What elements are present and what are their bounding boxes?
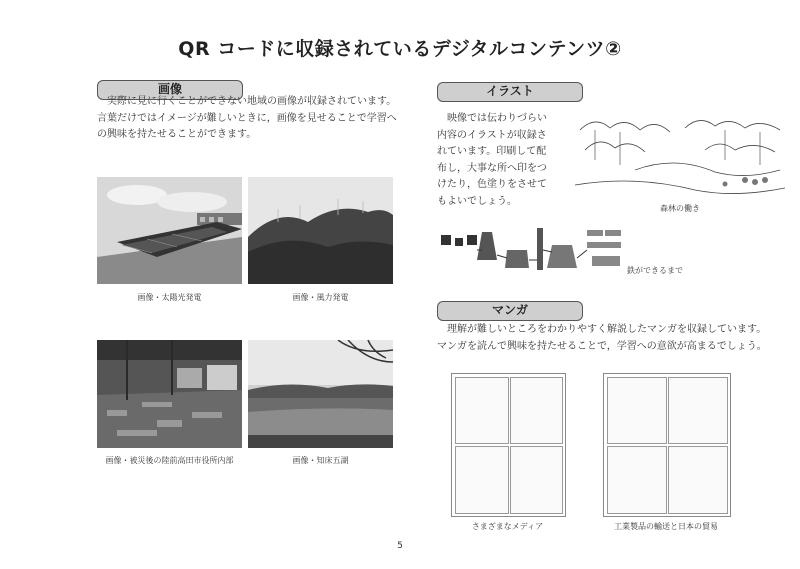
section-heading-illust: イラスト — [437, 82, 583, 102]
illust-intro-line: れています。印刷して配 — [437, 146, 547, 157]
caption-iron: 鉄ができるまで — [627, 266, 683, 275]
page-title: QR コードに収録されているデジタルコンテンツ② — [178, 38, 622, 60]
caption-wind: 画像・風力発電 — [292, 293, 349, 302]
section-heading-manga: マンガ — [437, 301, 583, 321]
caption-forest: 森林の働き — [660, 204, 700, 213]
manga-media-thumbnail — [451, 373, 566, 517]
caption-manga-media: さまざまなメディア — [471, 522, 544, 531]
manga-intro-line: マンガを読んで興味を持たせることで，学習への意欲が高まるでしょう。 — [437, 340, 767, 352]
manga-panel — [668, 446, 728, 514]
image-intro-line: 言葉だけではイメージが難しいときに，画像を見せることで学習へ — [97, 112, 397, 124]
photo-solar — [97, 177, 242, 284]
illust-intro-line: 映像では伝わりづらい — [447, 113, 547, 124]
caption-rikuzentakata: 画像・被災後の陸前高田市役所内部 — [105, 456, 234, 465]
photo-wind — [248, 177, 393, 284]
iron-illustration — [437, 220, 627, 280]
image-intro — [97, 94, 397, 144]
photo-shiretoko — [248, 340, 393, 448]
illust-intro-line: 内容のイラストが収録さ — [437, 129, 547, 141]
manga-panel — [455, 377, 509, 444]
manga-trade-thumbnail — [603, 373, 731, 517]
forest-illustration — [575, 110, 785, 202]
photo-rikuzentakata — [97, 340, 242, 448]
illust-intro-line: もよいでしょう。 — [437, 195, 517, 207]
manga-panel — [510, 377, 563, 444]
manga-panel — [607, 446, 667, 514]
manga-panel — [455, 446, 509, 514]
caption-solar: 画像・太陽光発電 — [137, 293, 202, 302]
manga-intro-line: 理解が難しいところをわかりやすく解説したマンガを収録しています。 — [447, 324, 767, 335]
manga-panel — [607, 377, 667, 444]
caption-manga-trade: 工業製品の輸送と日本の貿易 — [614, 522, 718, 531]
manga-intro — [437, 322, 767, 355]
image-intro-line: の興味を持たせることができます。 — [97, 129, 257, 140]
illust-intro — [437, 111, 567, 210]
image-intro-line: 実際に見に行くことができない地域の画像が収録されています。 — [107, 96, 397, 107]
illust-intro-line: 布し，大事な所へ印をつ — [437, 162, 547, 174]
manga-panel — [668, 377, 728, 444]
page-number: 5 — [397, 541, 403, 551]
caption-shiretoko: 画像・知床五湖 — [292, 456, 349, 465]
section-heading-image: 画像 — [97, 80, 243, 100]
illust-intro-line: けたり，色塗りをさせて — [437, 179, 547, 190]
manga-panel — [510, 446, 563, 514]
